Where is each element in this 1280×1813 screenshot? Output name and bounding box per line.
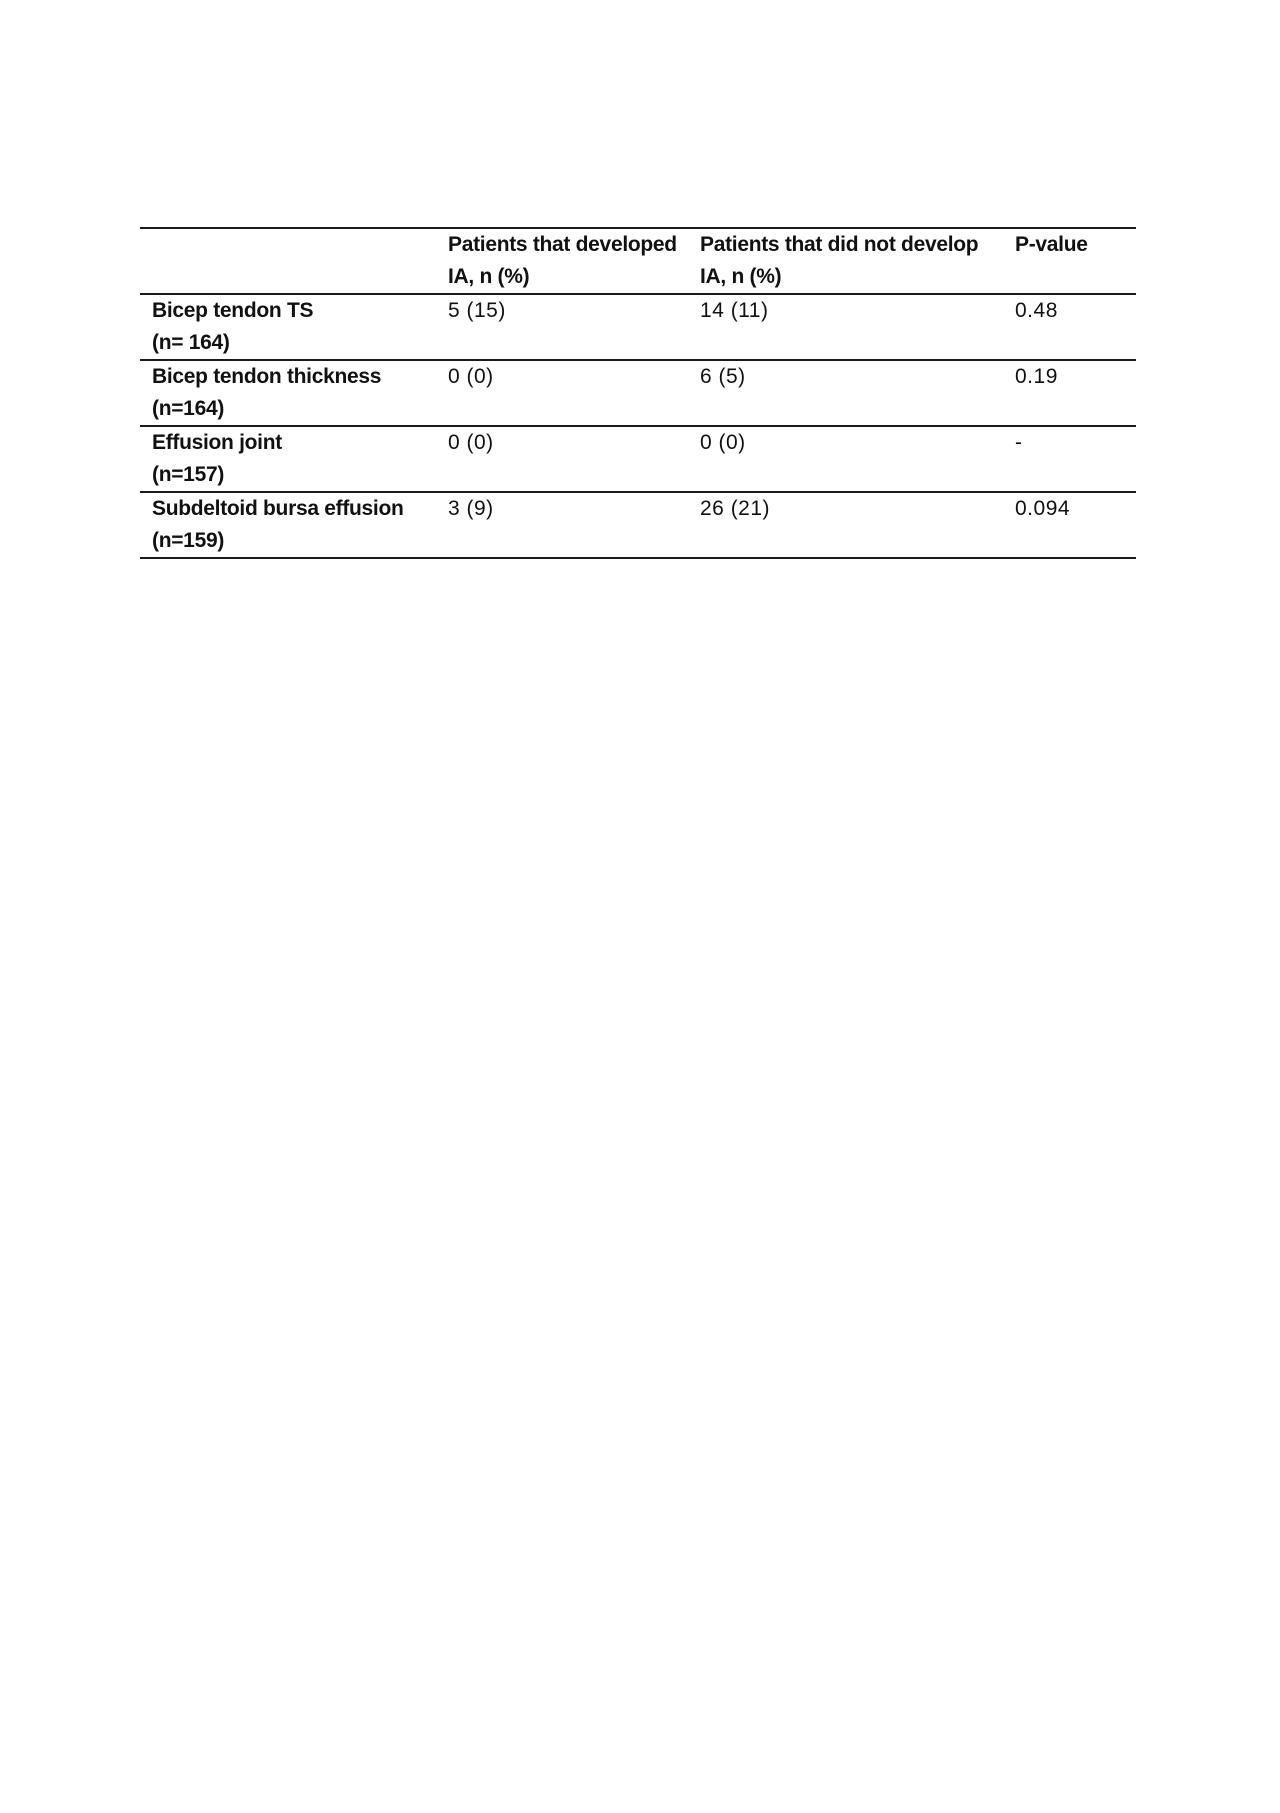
row-sample-size: (n= 164) xyxy=(152,331,230,354)
row-label-cell xyxy=(140,360,436,426)
not-developed-cell: 26 (21) xyxy=(688,492,1003,558)
row-label: Bicep tendon thickness xyxy=(152,365,382,388)
header-cell-not-developed xyxy=(688,228,1003,294)
table-row xyxy=(140,492,1136,558)
p-value-cell: 0.094 xyxy=(1003,492,1136,558)
p-value-cell: 0.19 xyxy=(1003,360,1136,426)
row-label-cell xyxy=(140,492,436,558)
header-text: Patients that developed xyxy=(448,233,677,256)
header-cell-p-value xyxy=(1003,228,1136,294)
header-cell-variable xyxy=(140,228,436,294)
row-sample-size: (n=157) xyxy=(152,463,225,486)
row-label: Effusion joint xyxy=(152,431,282,454)
not-developed-cell: 6 (5) xyxy=(688,360,1003,426)
header-text: IA, n (%) xyxy=(700,265,782,288)
p-value-cell: - xyxy=(1003,426,1136,492)
header-text: IA, n (%) xyxy=(448,265,530,288)
developed-cell: 0 (0) xyxy=(436,360,688,426)
developed-cell: 3 (9) xyxy=(436,492,688,558)
header-text: P-value xyxy=(1015,233,1088,256)
row-sample-size: (n=159) xyxy=(152,529,225,552)
header-row xyxy=(140,228,1136,294)
table-header xyxy=(140,228,1136,294)
developed-cell: 0 (0) xyxy=(436,426,688,492)
row-label-cell xyxy=(140,294,436,360)
header-text: Patients that did not develop xyxy=(700,233,979,256)
table-row xyxy=(140,426,1136,492)
row-label-cell xyxy=(140,426,436,492)
table-body xyxy=(140,294,1136,558)
results-table xyxy=(140,227,1136,559)
row-label: Bicep tendon TS xyxy=(152,299,314,322)
p-value-cell: 0.48 xyxy=(1003,294,1136,360)
table-row xyxy=(140,360,1136,426)
developed-cell: 5 (15) xyxy=(436,294,688,360)
table-row xyxy=(140,294,1136,360)
header-cell-developed xyxy=(436,228,688,294)
not-developed-cell: 14 (11) xyxy=(688,294,1003,360)
not-developed-cell: 0 (0) xyxy=(688,426,1003,492)
row-sample-size: (n=164) xyxy=(152,397,225,420)
row-label: Subdeltoid bursa effusion xyxy=(152,497,404,520)
